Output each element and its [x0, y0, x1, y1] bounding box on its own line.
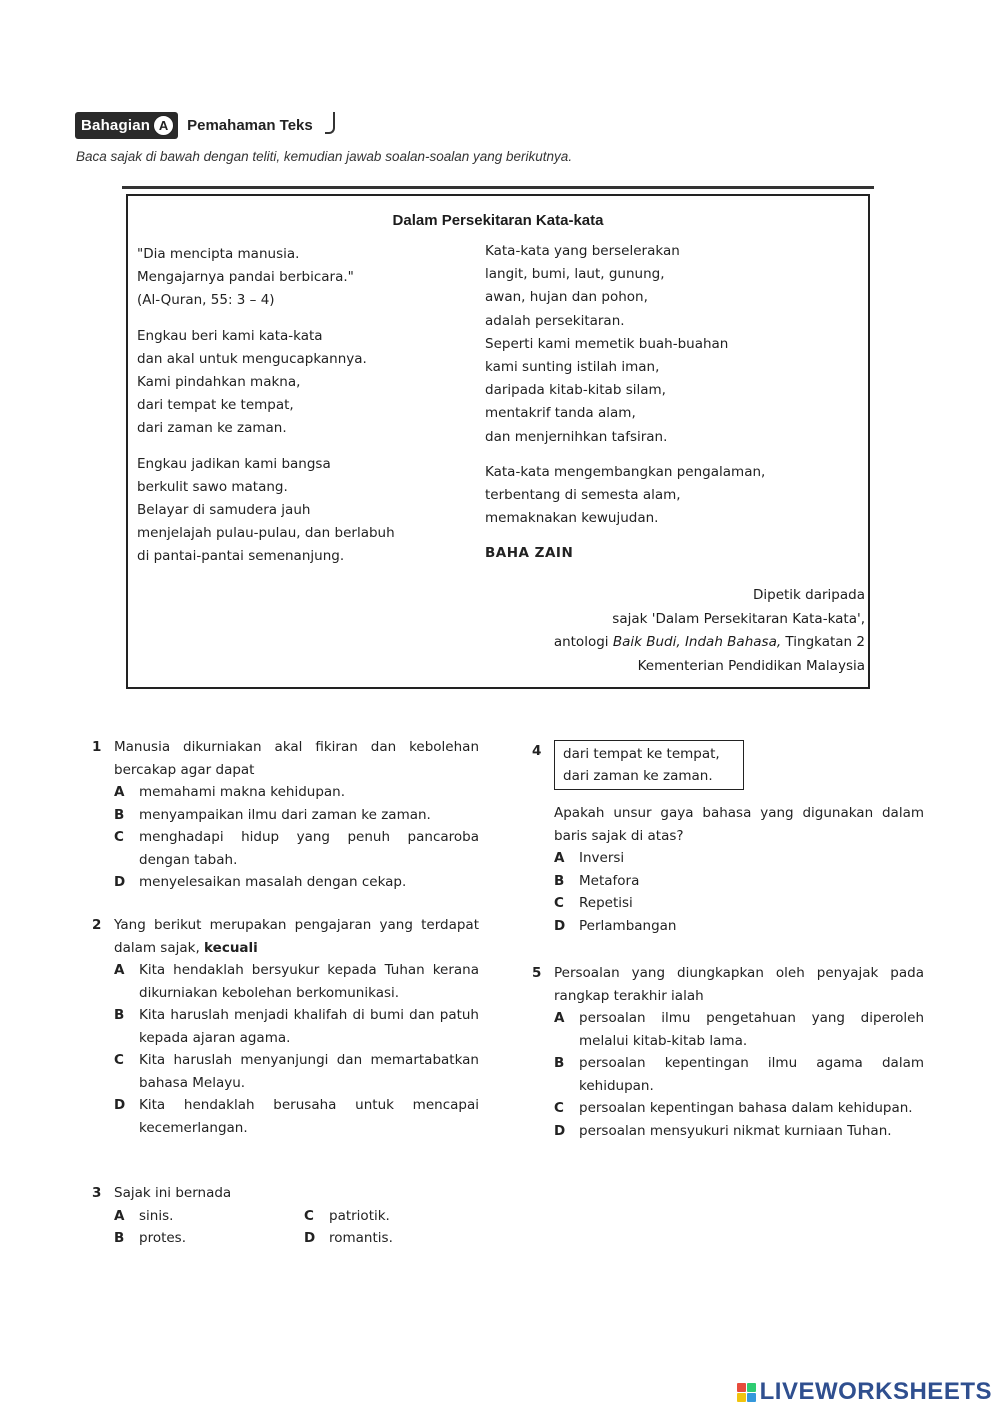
logo-square: [747, 1393, 756, 1402]
option-text: Kita hendaklah berusaha untuk mencapai kecemerlangan.: [139, 1097, 479, 1136]
poem-stanza: [137, 325, 457, 441]
option-letter: B: [554, 1055, 565, 1071]
option-letter: C: [114, 829, 124, 845]
excerpt-line: dari zaman ke zaman.: [563, 768, 713, 784]
option-letter: D: [114, 874, 126, 890]
option-text: romantis.: [329, 1230, 393, 1246]
anthology-title: Baik Budi, Indah Bahasa,: [612, 634, 782, 650]
option-letter: C: [304, 1207, 314, 1224]
credit-line: Kementerian Pendidikan Malaysia: [637, 657, 865, 674]
poem-line: "Dia mencipta manusia.: [137, 246, 300, 262]
credit-line: sajak 'Dalam Persekitaran Kata-kata',: [612, 610, 865, 627]
poem-line: Engkau beri kami kata-kata: [137, 327, 323, 344]
section-letter: A: [153, 115, 174, 136]
poem-line: mentakrif tanda alam,: [485, 405, 636, 422]
option-letter: B: [114, 1230, 125, 1246]
poem-line: menjelajah pulau-pulau, dan berlabuh: [137, 525, 395, 542]
section-header: [75, 112, 335, 139]
section-tag: [75, 112, 178, 139]
logo-text: LIVEWORKSHEETS: [759, 1378, 992, 1405]
answer-option[interactable]: [114, 959, 479, 1004]
question-number: 5: [532, 965, 542, 981]
poem-line: adalah persekitaran.: [485, 312, 625, 329]
option-text: Repetisi: [579, 895, 633, 911]
option-text: Perlambangan: [579, 917, 677, 934]
poem-line: Seperti kami memetik buah-buahan: [485, 335, 729, 352]
answer-option[interactable]: [304, 1227, 494, 1250]
question-stem: Apakah unsur gaya bahasa yang digunakan dalam baris sajak di atas?: [554, 805, 924, 844]
poem-line: dari tempat ke tempat,: [137, 397, 294, 414]
logo-grid-icon: [737, 1383, 756, 1402]
poem-line: dan akal untuk mengucapkannya.: [137, 350, 367, 367]
logo-square: [737, 1393, 746, 1402]
question-5: [532, 962, 924, 1142]
option-letter: A: [114, 962, 125, 978]
answer-option[interactable]: [554, 915, 924, 938]
question-number: 1: [92, 739, 102, 755]
answer-option[interactable]: [114, 781, 479, 804]
option-letter: D: [304, 1230, 316, 1246]
question-stem: Persoalan yang diungkapkan oleh penyajak pada rangkap terakhir ialah: [554, 965, 924, 1004]
option-letter: D: [554, 1122, 566, 1139]
answer-option[interactable]: [114, 826, 479, 871]
option-text: sinis.: [139, 1207, 174, 1224]
credit-line: Dipetik daripada: [752, 587, 865, 603]
poem-author: BAHA ZAIN: [485, 545, 574, 562]
question-stem-emphasis: kecuali: [204, 939, 258, 956]
question-number: 4: [532, 743, 542, 759]
logo-square: [747, 1383, 756, 1392]
section-label: Bahagian: [81, 117, 151, 134]
answer-option[interactable]: [554, 1007, 924, 1052]
option-letter: A: [554, 850, 565, 866]
answer-option[interactable]: [554, 892, 924, 915]
poem-credit: [554, 584, 865, 678]
option-text: Inversi: [579, 850, 625, 866]
question-3: [92, 1182, 479, 1250]
option-text: menghadapi hidup yang penuh pancaroba dengan tabah.: [139, 829, 479, 868]
option-letter: B: [114, 1007, 125, 1023]
poem-stanza: [137, 243, 457, 313]
answer-option[interactable]: [304, 1205, 494, 1228]
answer-option[interactable]: [114, 871, 479, 894]
answer-option[interactable]: [114, 804, 479, 827]
liveworksheets-logo[interactable]: [737, 1378, 992, 1406]
option-text: menyelesaikan masalah dengan cekap.: [139, 874, 407, 890]
option-text: menyampaikan ilmu dari zaman ke zaman.: [139, 806, 431, 823]
section-title: Pemahaman Teks: [187, 117, 313, 134]
question-4: [532, 740, 924, 937]
option-text: Kita hendaklah bersyukur kepada Tuhan kerana dikurniakan kebolehan berkomunikasi.: [139, 962, 479, 1001]
answer-option[interactable]: [554, 870, 924, 893]
question-1: [92, 736, 479, 894]
poem-stanza: [485, 240, 855, 449]
poem-line: dari zaman ke zaman.: [137, 420, 287, 437]
poem-line: daripada kitab-kitab silam,: [485, 382, 666, 399]
poem-excerpt-box: [554, 740, 744, 790]
option-letter: C: [554, 895, 564, 911]
answer-option[interactable]: [554, 1052, 924, 1097]
option-text: Kita haruslah menjadi khalifah di bumi dan patuh kepada ajaran agama.: [139, 1007, 479, 1046]
poem-right-column: [485, 240, 855, 566]
question-stem: [114, 914, 479, 959]
option-text: memahami makna kehidupan.: [139, 784, 346, 800]
option-letter: D: [554, 917, 566, 934]
answer-option[interactable]: [114, 1049, 479, 1094]
poem-line: memaknakan kewujudan.: [485, 510, 659, 527]
credit-suffix: Tingkatan 2: [781, 634, 865, 650]
option-text: persoalan mensyukuri nikmat kurniaan Tuhan.: [579, 1122, 892, 1139]
excerpt-line: dari tempat ke tempat,: [563, 746, 720, 762]
option-letter: A: [114, 784, 125, 800]
option-text: Metafora: [579, 872, 640, 889]
option-letter: B: [114, 806, 125, 823]
answer-option[interactable]: [114, 1004, 479, 1049]
poem-left-column: [137, 243, 457, 581]
option-letter: C: [554, 1100, 564, 1116]
header-hook-decoration: [325, 112, 335, 134]
answer-option[interactable]: [114, 1094, 479, 1139]
poem-stanza: [137, 453, 457, 569]
poem-line: Kata-kata mengembangkan pengalaman,: [485, 463, 766, 480]
option-letter: C: [114, 1052, 124, 1068]
option-letter: A: [114, 1207, 125, 1224]
answer-option[interactable]: [114, 1227, 304, 1250]
poem-line: Kami pindahkan makna,: [137, 374, 301, 391]
poem-line: Kata-kata yang berselerakan: [485, 243, 680, 259]
question-2: [92, 914, 479, 1139]
question-number: 3: [92, 1185, 102, 1201]
poem-line: Mengajarnya pandai berbicara.": [137, 269, 354, 286]
poem-line: berkulit sawo matang.: [137, 478, 288, 495]
poem-line: terbentang di semesta alam,: [485, 487, 681, 504]
poem-title: Dalam Persekitaran Kata-kata: [392, 212, 604, 229]
poem-line: dan menjernihkan tafsiran.: [485, 428, 668, 445]
question-number: 2: [92, 917, 102, 933]
option-text: persoalan kepentingan bahasa dalam kehidupan.: [579, 1100, 913, 1116]
option-text: persoalan kepentingan ilmu agama dalam kehidupan.: [579, 1055, 924, 1094]
instruction-text: Baca sajak di bawah dengan teliti, kemudian jawab soalan-soalan yang berikutnya.: [76, 149, 573, 164]
answer-option[interactable]: [554, 847, 924, 870]
option-grid: [114, 1205, 479, 1250]
poem-line: langit, bumi, laut, gunung,: [485, 266, 665, 283]
poem-line: Belayar di samudera jauh: [137, 502, 311, 519]
question-stem-text: Yang berikut merupakan pengajaran yang terdapat dalam sajak,: [114, 917, 479, 956]
poem-line: Engkau jadikan kami bangsa: [137, 455, 331, 472]
answer-option[interactable]: [114, 1205, 304, 1228]
poem-line: awan, hujan dan pohon,: [485, 289, 648, 306]
option-letter: D: [114, 1097, 126, 1113]
answer-option[interactable]: [554, 1120, 924, 1143]
question-stem: Sajak ini bernada: [114, 1185, 232, 1201]
poem-line: (Al-Quran, 55: 3 – 4): [137, 292, 275, 309]
option-text: persoalan ilmu pengetahuan yang diperoleh melalui kitab-kitab lama.: [579, 1010, 924, 1049]
credit-prefix: antologi: [553, 634, 613, 650]
credit-line: [554, 631, 865, 655]
option-text: Kita haruslah menyanjungi dan memartabatkan bahasa Melayu.: [139, 1052, 479, 1091]
answer-option[interactable]: [554, 1097, 924, 1120]
poem-line: di pantai-pantai semenanjung.: [137, 548, 345, 565]
question-stem: Manusia dikurniakan akal fikiran dan kebolehan bercakap agar dapat: [114, 739, 479, 778]
logo-square: [737, 1383, 746, 1392]
option-text: protes.: [139, 1230, 187, 1246]
option-text: patriotik.: [329, 1207, 390, 1224]
option-letter: A: [554, 1010, 565, 1026]
poem-stanza: [485, 461, 855, 531]
poem-line: kami sunting istilah iman,: [485, 359, 660, 376]
option-letter: B: [554, 872, 565, 889]
